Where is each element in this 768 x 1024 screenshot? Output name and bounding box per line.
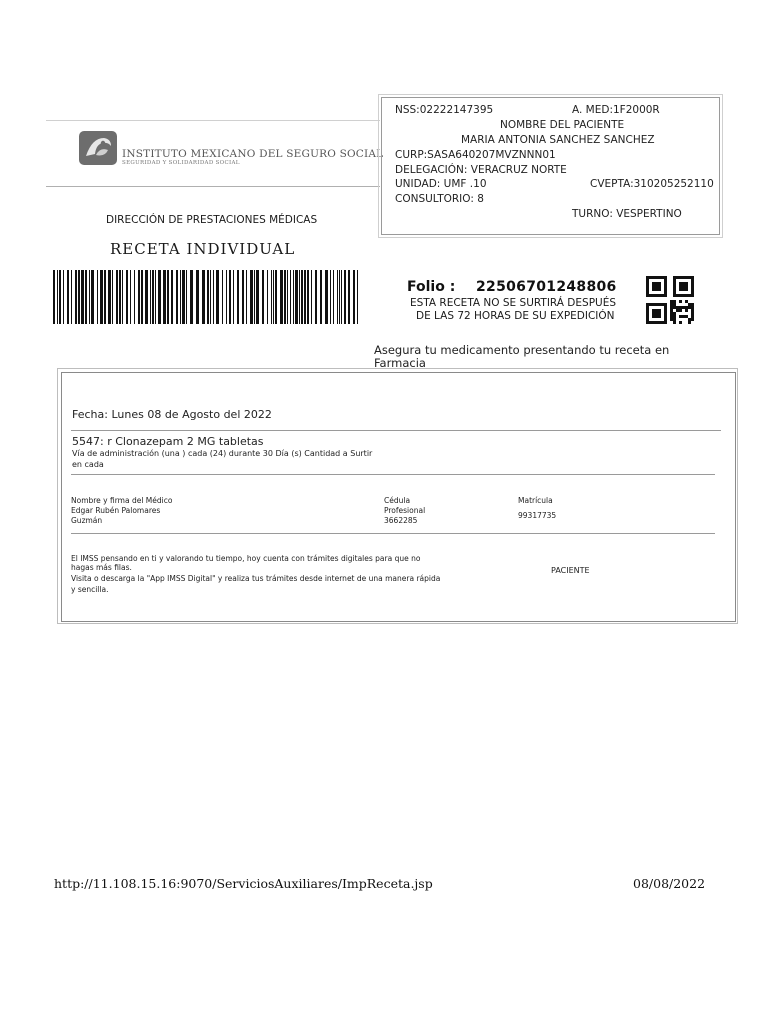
medication-name: 5547: r Clonazepam 2 MG tabletas: [72, 435, 264, 448]
curp: CURP:SASA640207MVZNNN01: [395, 149, 556, 161]
cvepta: CVEPTA:310205252110: [590, 178, 714, 190]
header-rule-bottom: [46, 186, 380, 187]
unidad: UNIDAD: UMF .10: [395, 178, 487, 190]
folio-label: Folio :: [407, 279, 456, 295]
cedula-label: Cédula: [384, 496, 411, 505]
page-title: RECETA INDIVIDUAL: [110, 240, 296, 258]
doctor-name: Edgar Rubén Palomares: [71, 506, 161, 515]
direction-heading: DIRECCIÓN DE PRESTACIONES MÉDICAS: [106, 214, 318, 226]
medication-instructions: Vía de administración (una ) cada (24) durante 30 Día (s) Cantidad a Surtir: [72, 449, 373, 458]
barcode-image: [53, 270, 361, 324]
doctor-label: Nombre y firma del Médico: [71, 496, 173, 505]
footer-url: http://11.108.15.16:9070/ServiciosAuxiliares/ImpReceta.jsp: [54, 876, 433, 891]
medication-instructions-cont: en cada: [72, 460, 104, 469]
divider: [71, 474, 715, 475]
prescription-date: Fecha: Lunes 08 de Agosto del 2022: [72, 408, 272, 421]
qr-code-image: [646, 276, 694, 324]
folio-validity-note-line1: ESTA RECETA NO SE SURTIRÁ DESPUÉS: [410, 297, 617, 309]
delegacion: DELEGACIÓN: VERACRUZ NORTE: [395, 164, 567, 176]
patient-name: MARIA ANTONIA SANCHEZ SANCHEZ: [461, 134, 655, 146]
imss-eagle-logo-icon: [78, 130, 118, 166]
divider: [71, 430, 721, 431]
consultorio: CONSULTORIO: 8: [395, 193, 484, 205]
footer-date: 08/08/2022: [633, 876, 706, 891]
divider: [71, 533, 715, 534]
institution-name: INSTITUTO MEXICANO DEL SEGURO SOCIAL: [122, 148, 384, 160]
matricula-value: 99317735: [518, 511, 557, 520]
imss-digital-note: Visita o descarga la "App IMSS Digital" y realiza tus trámites desde internet de una manera rápida: [71, 574, 441, 583]
cedula-label-cont: Profesional: [384, 506, 426, 515]
nss: NSS:02222147395: [395, 104, 494, 116]
imss-digital-note: hagas más filas.: [71, 563, 132, 572]
matricula-label: Matrícula: [518, 496, 553, 505]
imss-digital-note: y sencilla.: [71, 585, 109, 594]
imss-digital-note: El IMSS pensando en ti y valorando tu tiempo, hoy cuenta con trámites digitales para que no: [71, 554, 421, 563]
a-med: A. MED:1F2000R: [572, 104, 660, 116]
cedula-value: 3662285: [384, 516, 418, 525]
pharmacy-note: Asegura tu medicamento presentando tu receta en Farmacia: [374, 343, 670, 370]
folio-number: 22506701248806: [476, 279, 617, 295]
patient-info-box: [381, 97, 720, 235]
folio-validity-note-line2: DE LAS 72 HORAS DE SU EXPEDICIÓN: [416, 310, 615, 322]
doctor-name-cont: Guzmán: [71, 516, 103, 525]
institution-subtitle: SEGURIDAD Y SOLIDARIDAD SOCIAL: [122, 160, 240, 166]
patient-name-label: NOMBRE DEL PACIENTE: [500, 119, 625, 131]
header-rule-top: [46, 120, 380, 121]
turno: TURNO: VESPERTINO: [572, 208, 682, 220]
patient-signature-label: PACIENTE: [551, 566, 590, 575]
